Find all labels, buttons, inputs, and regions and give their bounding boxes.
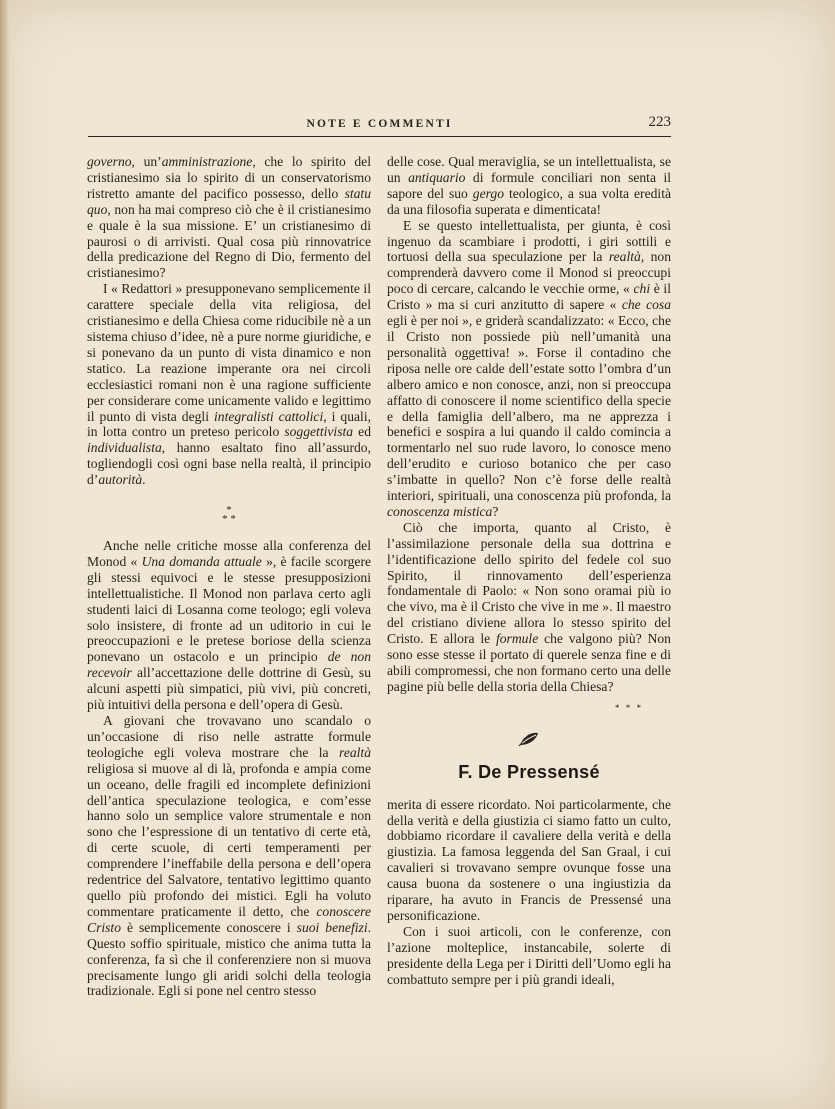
paragraph: A giovani che trovavano uno scandalo o un’occasione di riso nelle astratte formule teologiche egli voleva mostrare che la realtà religiosa si muove al di là, profonda e ampia come un oceano, delle fragili ed incomplete definizioni dell’antica speculazione teologica, e com’esse hanno solo un semplice valore strumentale e non sono che l’espressione di un tentativo di certe età, di certe scuole, di certi temperamenti per comprendere l’ineffabile della persona e dell’opera redentrice del Salvatore, tentativo legittimo quanto quello più profondo dei mistici. Egli ha voluto commentare praticamente il detto, che conoscere Cristo è semplicemente conoscere i suoi benefizi. Questo soffio spirituale, mistico che anima tutta la conferenza, fa sì che il conferenziere non si muova precisamente lungo gli aridi solchi della teologia tradizionale. Egli si pone nel centro stesso xyxy=(87,713,371,999)
right-column xyxy=(387,154,671,988)
paragraph: I « Redattori » presupponevano semplicemente il carattere speciale della vita religiosa, del cristianesimo e della Chiesa come riducibile nè a un sistema chiuso d’idee, nè a pure norme giuridiche, e si ponevano da un punto di vista dinamico e non statico. La reazione imperante ora nei circoli ecclesiastici romani non è una ragione sufficiente per considerare come unicamente valido e legittimo il punto di vista degli integralisti cattolici, i quali, in lotta contro un preteso pericolo soggettivista ed individualista, hanno esaltato fino all’assurdo, togliendogli così ogni base nella realtà, il principio d’autorità. xyxy=(87,281,371,488)
leaf-ornament-icon xyxy=(518,731,540,747)
section-asterism: * * * xyxy=(222,504,236,526)
paragraph: delle cose. Qual meraviglia, se un intellettualista, se un antiquario di formule conciliari non senta il sapore del suo gergo teologico, a sua volta eredità da una filosofia superata e dimenticata! xyxy=(387,154,672,217)
paragraph: governo, un’amministrazione, che lo spirito del cristianesimo sia lo spirito di un conservatorismo ristretto amante del pacifico possesso, dello statu quo, non ha mai compreso ciò che è il cristianesimo e quale è la sua missione. E’ un cristianesimo di paurosi o di arrivisti. Qual cosa più rinnovatrice della predicazione del Regno di Dio, fermento del cristianesimo? xyxy=(87,154,371,281)
page-edge-shadow xyxy=(0,0,10,1109)
paragraph: Anche nelle critiche mosse alla conferenza del Monod « Una domanda attuale », è facile scorgere gli stessi equivoci e le stesse presupposizioni intellettualistiche. Il Monod non parlava certo agli studenti laici di Losanna come teologo; egli voleva solo insistere, di fronte ad un uditorio in cui le preoccupazioni e le pretese boriose della scienza ponevano un ostacolo e un principio de non recevoir all’accettazione delle dottrine di Gesù, su alcuni aspetti più simpatici, più vivi, più concreti, più intuitivi della persona e dell’opera di Gesù. xyxy=(87,538,372,713)
running-head: NOTE E COMMENTI xyxy=(306,118,453,130)
section-title: F. De Pressensé xyxy=(458,761,600,782)
page-number: 223 xyxy=(648,114,671,130)
paragraph: Ciò che importa, quanto al Cristo, è l’assimilazione personale della sua dottrina e l’identificazione dello spirito del fedele col suo Spirito, il rinnovamento dell’esperienza fondamentale di Paolo: « Non sono oramai più io che vivo, ma è il Cristo che vive in me ». Il maestro del cristiano diviene allora lo stesso spirito del Cristo. E allora le formule che valgono più? Non sono esse stesse il portato di querele senza fine e di abili compromessi, che non formano certo una delle pagine più belle della storia della Chiesa? xyxy=(387,519,671,694)
paragraph: E se questo intellettualista, per giunta, è così ingenuo da scambiare i prodotti, i giri sottili e tortuosi della sua speculazione per la realtà, non comprenderà davvero come il Monod si preoccupi poco di cercare, calcando le vecchie orme, « chi è il Cristo » ma si curi anzitutto di sapere « che cosa egli è per noi », e griderà scandalizzato: « Ecco, che il Cristo non possiede più nell’umanità una personalità oggettiva! ». Forse il contadino che riposa nelle ore calde dell’estate sotto l’ombra d’un albero amico e non conosce, anzi, non si preoccupa affatto di conoscere il nome scientifico della specie e della famiglia dell’albero, ma ne apprezza i benefici e sospira a lui quando il caldo comincia a tormentarlo nel suo rude lavoro, lo conosce meno dell’erudito e curioso botanico che per caso s’imbatte in quello? Non c’è forse delle realtà interiori, spirituali, una conoscenza più profonda, la conoscenza mistica? xyxy=(387,217,671,519)
paragraph: Con i suoi articoli, con le conferenze, con l’azione molteplice, instancabile, solerte di presidente della Lega per i Diritti dell’Uomo egli ha combattuto sempre per i più grandi ideali, xyxy=(387,923,671,987)
left-column xyxy=(87,154,371,999)
paragraph: merita di essere ricordato. Noi particolarmente, che della verità e della giustizia ci siamo fatto un culto, dobbiamo ricordare il cavaliere della verità e della giustizia. La famosa leggenda del San Graal, i cui cavalieri si trovavano sempre ovunque fosse una causa buona da sostenere o una ingiustizia da riparare, ha avuto in Francis de Pressensé una personificazione. xyxy=(387,796,671,923)
section-stars: * * * xyxy=(615,702,643,713)
page-header xyxy=(88,112,671,137)
